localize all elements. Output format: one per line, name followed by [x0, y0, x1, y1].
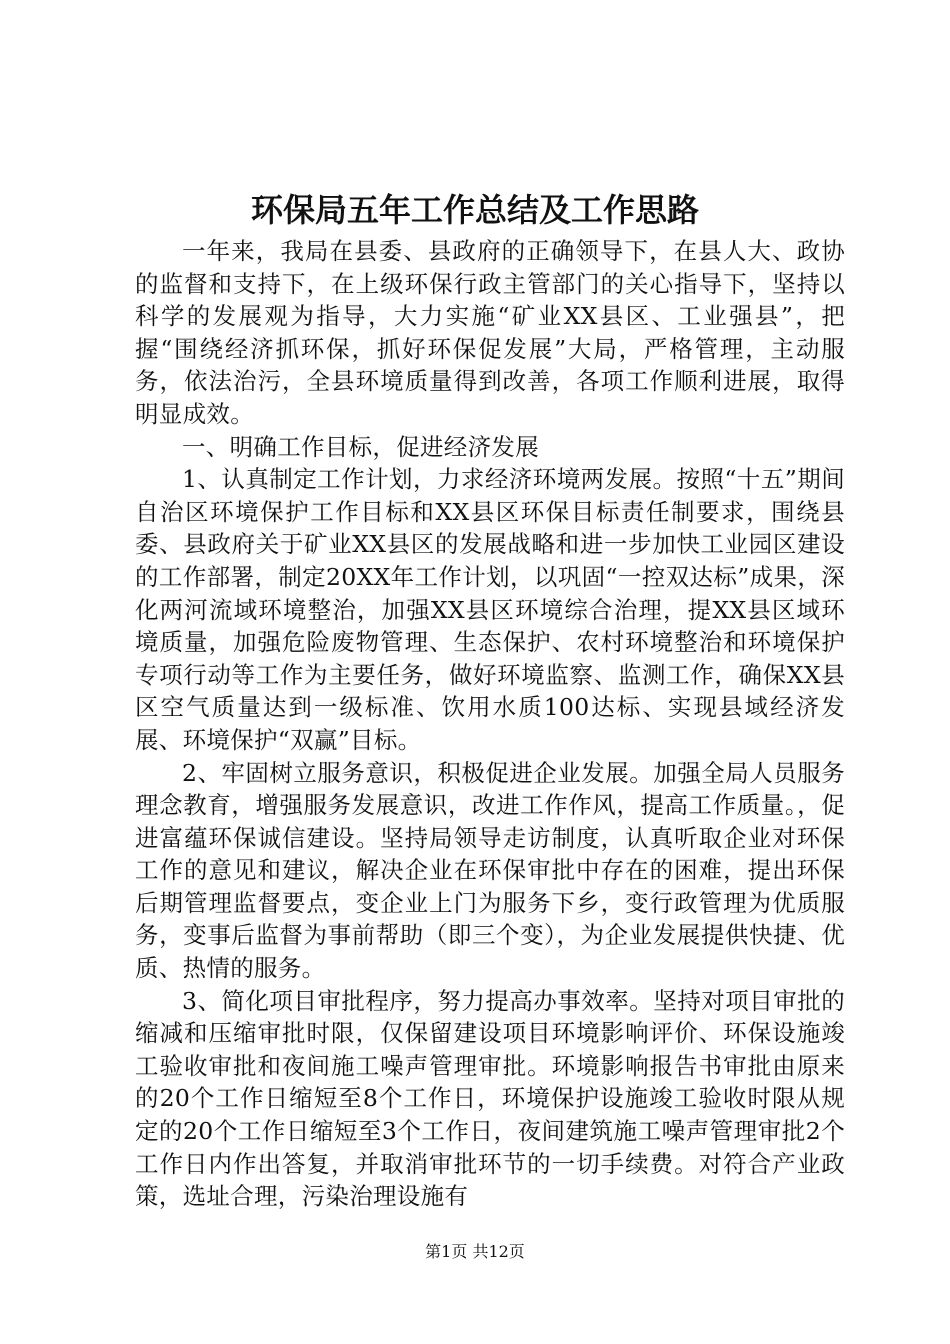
- section-heading: 一、明确工作目标，促进经济发展: [182, 432, 539, 461]
- paragraph-item-1: 1、认真制定工作计划，力求经济环境两发展。按照“十五”期间自治区环境保护工作目标和XX县区环保目标责任制要求，围绕县委、县政府关于矿业XX县区的发展战略和进一步加快工业园区建设的工作部署，制定20XX年工作计划，以巩固“一控双达标”成果，深化两河流域环境整治，加强XX县区环境综合治理，提XX县区域环境质量，加强危险废物管理、生态保护、农村环境整治和环境保护专项行动等工作为主要任务，做好环境监察、监测工作，确保XX县区空气质量达到一级标准、饮用水质100达标、实现县域经济发展、环境保护“双赢”目标。: [135, 465, 845, 754]
- paragraph-intro: 一年来，我局在县委、县政府的正确领导下，在县人大、政协的监督和支持下，在上级环保行政主管部门的关心指导下，坚持以科学的发展观为指导，大力实施“矿业XX县区、工业强县”，把握“围绕经济抓环保，抓好环保促发展”大局，严格管理，主动服务，依法治污，全县环境质量得到改善，各项工作顺利进展，取得明显成效。: [135, 237, 845, 428]
- paragraph-item-2: 2、牢固树立服务意识，积极促进企业发展。加强全局人员服务理念教育，增强服务发展意识，改进工作作风，提高工作质量。，促进富蕴环保诚信建设。坚持局领导走访制度，认真听取企业对环保工作的意见和建议，解决企业在环保审批中存在的困难，提出环保后期管理监督要点，变企业上门为服务下乡，变行政管理为优质服务，变事后监督为事前帮助（即三个变），为企业发展提供快捷、优质、热情的服务。: [135, 758, 845, 983]
- page-footer: 第1页 共12页: [425, 1242, 525, 1261]
- paragraph-item-3: 3、简化项目审批程序，努力提高办事效率。坚持对项目审批的缩减和压缩审批时限，仅保留建设项目环境影响评价、环保设施竣工验收审批和夜间施工噪声管理审批。环境影响报告书审批由原来的20个工作日缩短至8个工作日，环境保护设施竣工验收时限从规定的20个工作日缩短至3个工作日，夜间建筑施工噪声管理审批2个工作日内作出答复，并取消审批环节的一切手续费。对符合产业政策，选址合理，污染治理设施有: [135, 986, 845, 1211]
- page-title: 环保局五年工作总结及工作思路: [250, 191, 699, 229]
- document-body: [135, 235, 845, 1213]
